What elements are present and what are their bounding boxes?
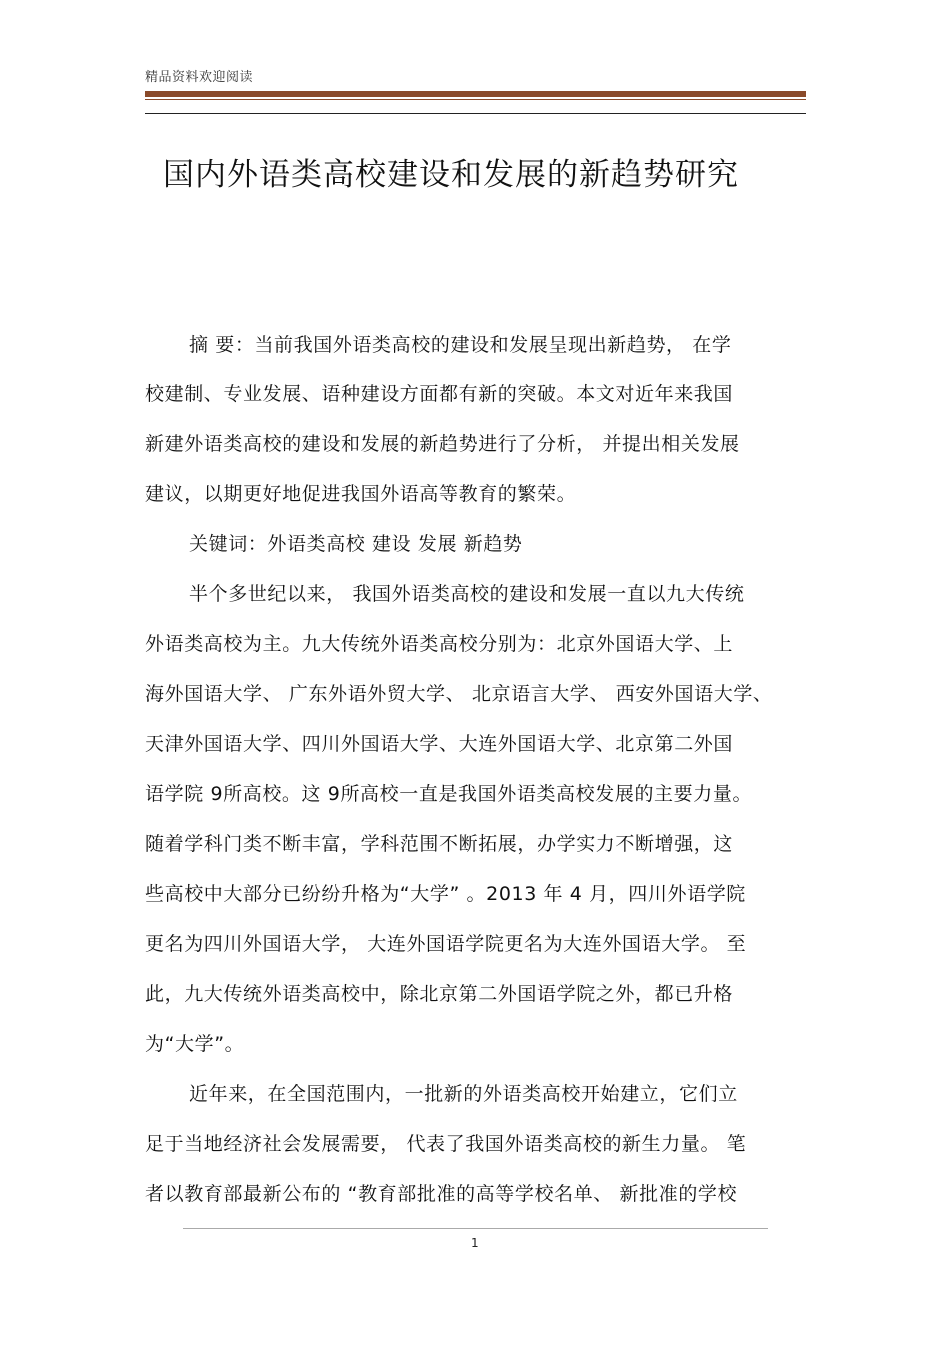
paragraph-line: 为“大学”。 [145, 1033, 245, 1055]
abstract-line: 新建外语类高校的建设和发展的新趋势进行了分析， 并提出相关发展 [145, 433, 740, 455]
abstract-line: 校建制、专业发展、语种建设方面都有新的突破。本文对近年来我国 [145, 383, 734, 405]
abstract-line: 建议，以期更好地促进我国外语高等教育的繁荣。 [145, 483, 577, 505]
document-title: 国内外语类高校建设和发展的新趋势研究 [163, 156, 739, 193]
paragraph-line: 半个多世纪以来， 我国外语类高校的建设和发展一直以九大传统 [189, 583, 745, 605]
paragraph-line: 些高校中大部分已纷纷升格为“大学” 。2013 年 4 月，四川外语学院 [145, 883, 746, 905]
paragraph-line: 更名为四川外国语大学， 大连外国语学院更名为大连外国语大学。 至 [145, 933, 747, 955]
page-number: 1 [471, 1236, 479, 1250]
paragraph-line: 随着学科门类不断丰富，学科范围不断拓展，办学实力不断增强，这 [145, 833, 734, 855]
keywords-line: 关键词：外语类高校 建设 发展 新趋势 [189, 533, 523, 555]
header-rule-line [145, 113, 806, 114]
header-text: 精品资料欢迎阅读 [145, 70, 254, 85]
paragraph-line: 此，九大传统外语类高校中，除北京第二外国语学院之外，都已升格 [145, 983, 734, 1005]
footer-rule [183, 1228, 768, 1229]
paragraph-line: 足于当地经济社会发展需要， 代表了我国外语类高校的新生力量。 笔 [145, 1133, 747, 1155]
paragraph-line: 语学院 9所高校。这 9所高校一直是我国外语类高校发展的主要力量。 [145, 783, 753, 805]
header-rule-thin [145, 99, 806, 100]
paragraph-line: 外语类高校为主。九大传统外语类高校分别为：北京外国语大学、上 [145, 633, 734, 655]
paragraph-line: 海外国语大学、 广东外语外贸大学、 北京语言大学、 西安外国语大学、 [145, 683, 773, 705]
paragraph-line: 近年来，在全国范围内，一批新的外语类高校开始建立，它们立 [189, 1083, 738, 1105]
abstract-line: 摘 要：当前我国外语类高校的建设和发展呈现出新趋势， 在学 [189, 334, 732, 356]
paragraph-line: 者以教育部最新公布的 “教育部批准的高等学校名单、 新批准的学校 [145, 1183, 738, 1205]
paragraph-line: 天津外国语大学、四川外国语大学、大连外国语大学、北京第二外国 [145, 733, 734, 755]
header-rule-thick [145, 91, 806, 97]
